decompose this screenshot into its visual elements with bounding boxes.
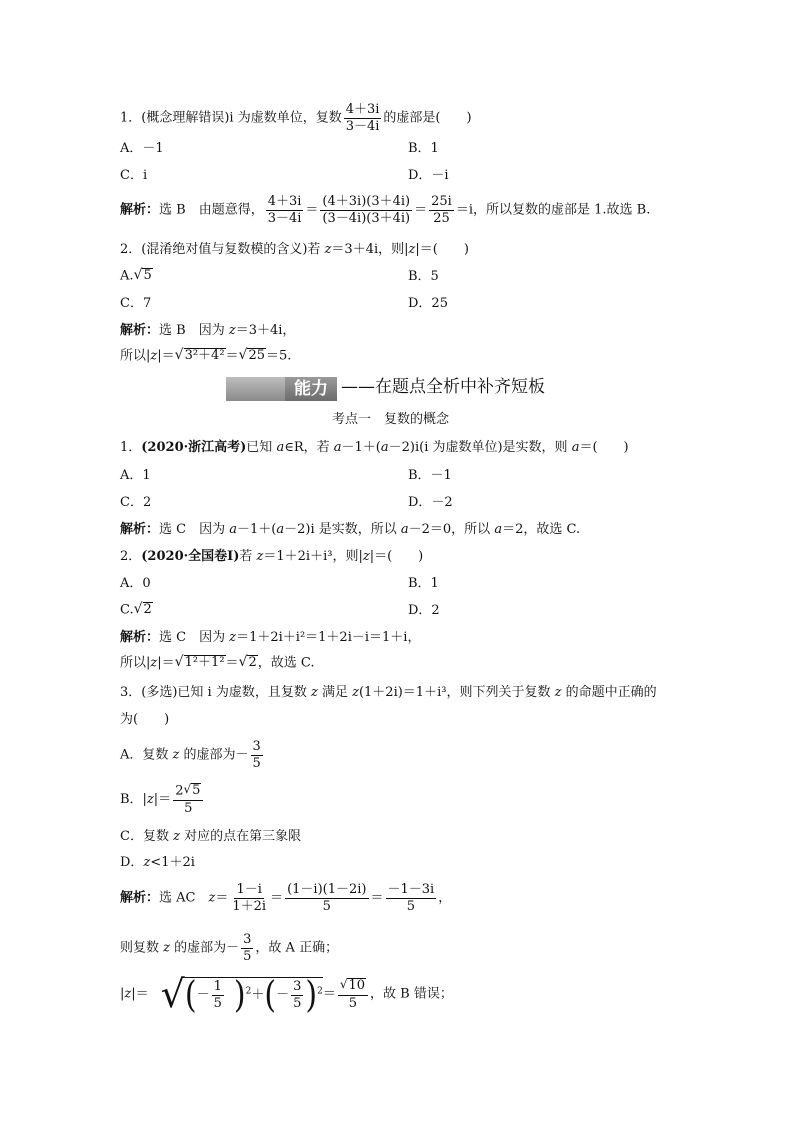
sqrt-expr xyxy=(134,602,153,618)
var-z: z xyxy=(143,855,151,870)
var-z: z xyxy=(124,986,132,1002)
equals-sign: ＝ xyxy=(414,202,428,218)
var-z: z xyxy=(163,940,170,956)
frac-num xyxy=(173,783,203,801)
frac-num: 1－i xyxy=(236,882,262,897)
radical-sign-icon: √ xyxy=(238,347,248,363)
sol-text: ＝1＋2i＋i²＝1＋2i－i＝1＋i， xyxy=(236,630,421,645)
q1-sol-frac-1 xyxy=(266,195,304,225)
var-z: z xyxy=(324,242,332,257)
frac-num: 4＋3i xyxy=(267,194,302,209)
var-z: z xyxy=(352,685,359,700)
q1-sol-prefix: 选 B 由题意得， xyxy=(159,202,264,218)
fraction xyxy=(251,740,263,770)
sol-text: ，故 A 正确； xyxy=(255,940,339,956)
coefficient: 2 xyxy=(175,783,184,799)
q1-solution xyxy=(120,195,650,225)
var-a: a xyxy=(400,522,409,537)
option-text: 的虚部为－ xyxy=(179,747,249,763)
sec-q1-option-a: A．1 xyxy=(120,468,151,483)
sol-text: |＝ xyxy=(157,348,175,364)
equals-sign: ＝ xyxy=(370,890,384,906)
stem-text: (1＋2i)＝1＋i³，则下列关于复数 xyxy=(358,685,555,700)
solution-label: 解析： xyxy=(120,630,160,645)
var-z: z xyxy=(362,549,370,564)
sec-q2-option-a: A．0 xyxy=(120,576,151,591)
solution-label: 解析： xyxy=(120,890,160,906)
frac-den: 1＋2i xyxy=(232,898,267,914)
frac-num: 25i xyxy=(431,194,452,209)
frac-den: 5 xyxy=(243,948,252,964)
sol-text: ，故 B 错误； xyxy=(370,986,453,1002)
sol-text: 选 B 因为 xyxy=(159,323,229,338)
sol-text: －2)i 是实数，所以 xyxy=(284,522,401,537)
var-a: a xyxy=(380,440,389,455)
q2-stem-suffix: |＝( ) xyxy=(415,242,469,257)
fraction xyxy=(241,933,253,963)
fraction xyxy=(386,883,437,913)
fraction xyxy=(173,783,203,816)
equals-sign: ＝ xyxy=(225,655,239,671)
radicand: 5 xyxy=(192,783,201,798)
q2-option-c: C．7 xyxy=(120,296,152,311)
q1-sol-suffix: ＝i，所以复数的虚部是 1.故选 B. xyxy=(455,202,651,218)
q2-option-a xyxy=(120,268,153,284)
radical-sign-icon: √ xyxy=(339,976,348,991)
q1-option-c: C．i xyxy=(120,168,148,183)
sol-text: －2＝0，所以 xyxy=(408,522,495,537)
sec-q3-option-a xyxy=(120,740,265,770)
sec-q3-solution-line-2 xyxy=(120,933,338,963)
radicand: 10 xyxy=(348,977,366,993)
q2-option-d: D．25 xyxy=(408,296,448,311)
fraction xyxy=(230,883,268,913)
equals-sign: ＝ xyxy=(270,890,284,906)
stem-text: 若 xyxy=(239,549,257,564)
equals-sign: ＝ xyxy=(322,986,336,1002)
frac-den: 3－4i xyxy=(267,210,302,226)
fraction xyxy=(291,980,303,1010)
solution-label: 解析： xyxy=(120,522,160,537)
sol-text: ＝2，故选 C. xyxy=(502,522,581,537)
section-banner-bar xyxy=(226,377,285,401)
stem-text: 满足 xyxy=(317,685,353,700)
sec-q2-option-d: D．2 xyxy=(408,603,440,618)
sec-question-1-stem xyxy=(120,441,629,454)
sol-text: 选 C 因为 xyxy=(159,522,230,537)
stem-text: 3．(多选)已知 i 为虚数，且复数 xyxy=(120,685,311,700)
option-text: C．复数 xyxy=(120,829,174,844)
sqrt-expr xyxy=(134,268,153,284)
radicand: 1²＋1² xyxy=(184,655,225,670)
stem-text: |＝( ) xyxy=(369,549,424,564)
frac-den: (3－4i)(3＋4i) xyxy=(322,210,411,226)
question-1-stem xyxy=(120,103,472,133)
var-z: z xyxy=(228,323,236,338)
sqrt-expr xyxy=(175,655,226,671)
equals-sign: ＝ xyxy=(215,890,229,906)
sol-text: 所以| xyxy=(120,348,151,364)
sec-q3-option-c xyxy=(120,830,301,843)
q1-sol-frac-2 xyxy=(320,195,412,225)
section-title: ——在题点全析中补齐短板 xyxy=(341,377,545,397)
sol-text: ， xyxy=(438,890,452,906)
sqrt-expr xyxy=(183,783,201,799)
sqrt-expr xyxy=(239,655,258,671)
section-subtitle: 考点一 复数的概念 xyxy=(332,412,450,427)
var-z: z xyxy=(173,829,180,844)
option-text: D． xyxy=(120,855,144,870)
radicand: 25 xyxy=(248,348,266,363)
option-label: A. xyxy=(120,268,134,284)
option-text: <1＋2i xyxy=(150,855,195,870)
q2-stem-text: 2．(混淆绝对值与复数模的含义)若 xyxy=(120,242,325,257)
sol-text: |＝ xyxy=(131,986,149,1002)
var-z: z xyxy=(256,549,264,564)
sol-text: 选 C 因为 xyxy=(159,630,230,645)
sol-text: | xyxy=(120,986,125,1002)
sol-text: ，故选 C. xyxy=(257,655,315,671)
sec-q2-option-c xyxy=(120,602,153,618)
radical-sign-icon: √ xyxy=(133,601,143,617)
var-z: z xyxy=(172,747,180,763)
sqrt-expr xyxy=(239,348,266,364)
section-badge: 能力 xyxy=(285,377,337,401)
sec-q3-solution-line-1 xyxy=(120,883,451,913)
radical-sign-icon: √ xyxy=(160,972,185,1016)
radicand: 2 xyxy=(248,655,257,670)
sol-text: |＝ xyxy=(157,655,175,671)
frac-num: 1 xyxy=(213,979,222,995)
fraction xyxy=(338,978,368,1011)
var-a: a xyxy=(276,440,285,455)
frac-den: 5 xyxy=(252,755,261,771)
q2-option-b: B．5 xyxy=(408,269,439,284)
plus-sign: ＋ xyxy=(251,988,265,1003)
sec-q1-solution xyxy=(120,523,580,536)
frac-num: (1－i)(1－2i) xyxy=(287,882,367,897)
q1-fraction xyxy=(344,103,382,133)
sec-q3-option-d xyxy=(120,856,195,869)
q1-frac-num: 4＋3i xyxy=(345,102,380,117)
stem-text: ＝1＋2i＋i³，则| xyxy=(263,549,363,564)
frac-den: 5 xyxy=(348,995,358,1011)
sec-q2-option-b: B．1 xyxy=(408,576,439,591)
sol-text: ＝3＋4i， xyxy=(235,323,296,338)
question-source: (2020·浙江高考) xyxy=(141,440,247,455)
frac-den: 5 xyxy=(293,996,302,1011)
radicand: 3²＋4² xyxy=(184,348,225,363)
question-number: 1． xyxy=(120,440,142,455)
var-z: z xyxy=(146,791,154,807)
sec-q1-option-d: D．－2 xyxy=(408,495,453,510)
frac-den: 5 xyxy=(184,800,193,816)
left-paren-icon: ( xyxy=(184,973,197,1016)
radicand: 2 xyxy=(143,602,152,617)
sec-question-3-stem-line-1 xyxy=(120,686,657,699)
large-radicand: (－ $\frac{1}{5}$ )$^2$＋(－ $\frac{3}{5}$ )$^2$ xyxy=(184,973,323,1016)
option-text: B．| xyxy=(120,791,147,807)
radical-sign-icon: √ xyxy=(183,782,192,796)
q1-frac-den: 3－4i xyxy=(345,118,380,134)
radical-sign-icon: √ xyxy=(174,347,184,363)
var-a: a xyxy=(333,440,342,455)
radical-sign-icon: √ xyxy=(133,267,143,283)
sol-text: ＝5. xyxy=(266,348,292,364)
radical-sign-icon: √ xyxy=(174,654,184,670)
frac-den: 5 xyxy=(322,898,331,914)
frac-num: 3 xyxy=(293,979,302,995)
frac-den: 5 xyxy=(406,898,415,914)
sec-question-2-stem xyxy=(120,550,423,563)
question-source: (2020·全国卷Ⅰ) xyxy=(141,549,240,564)
frac-num: 3 xyxy=(252,739,261,754)
var-z: z xyxy=(408,242,416,257)
question-number: 2． xyxy=(120,549,142,564)
var-a: a xyxy=(229,522,237,537)
var-z: z xyxy=(554,685,562,700)
sol-text: 则复数 xyxy=(120,940,164,956)
var-z: z xyxy=(208,890,216,906)
right-paren-icon: ) xyxy=(305,973,318,1016)
sec-q1-option-b: B．－1 xyxy=(408,468,452,483)
var-z: z xyxy=(150,655,158,671)
q1-stem-suffix: 的虚部是( ) xyxy=(383,110,472,126)
sol-text: 的虚部为－ xyxy=(170,940,240,956)
exponent: 2 xyxy=(245,986,252,997)
frac-num xyxy=(338,978,368,996)
sqrt-expr xyxy=(175,348,226,364)
radical-sign-icon: √ xyxy=(238,654,248,670)
var-z: z xyxy=(229,630,237,645)
sec-q2-solution-line-2 xyxy=(120,655,315,671)
question-2-stem xyxy=(120,243,469,256)
q2-stem-mid: ＝3＋4i，则| xyxy=(331,242,409,257)
stem-text: 已知 xyxy=(246,440,277,455)
frac-num: (4＋3i)(3＋4i) xyxy=(322,194,411,209)
frac-num: 3 xyxy=(243,932,252,947)
option-text: A．复数 xyxy=(120,747,173,763)
var-z: z xyxy=(150,348,158,364)
frac-num: －1－3i xyxy=(387,882,435,897)
left-paren-icon: ( xyxy=(264,973,277,1016)
fraction xyxy=(285,883,368,913)
exponent: 2 xyxy=(317,986,323,997)
option-text: 对应的点在第三象限 xyxy=(179,829,302,844)
sol-text: 选 AC xyxy=(159,890,209,906)
stem-text: ＝( ) xyxy=(579,440,629,455)
q1-sol-frac-3 xyxy=(429,195,454,225)
option-text: |＝ xyxy=(153,791,172,807)
stem-text: 的命题中正确的 xyxy=(561,685,657,700)
frac-den: 25 xyxy=(433,210,450,226)
sqrt-expr xyxy=(340,978,366,994)
q1-option-a: A．－1 xyxy=(120,141,164,156)
solution-label: 解析： xyxy=(120,202,160,218)
sol-text: 所以| xyxy=(120,655,151,671)
q1-option-d: D．－i xyxy=(408,168,449,183)
radicand: 5 xyxy=(143,268,152,283)
sec-q3-solution-line-3 xyxy=(120,972,453,1016)
q2-solution-line-1 xyxy=(120,324,295,337)
stem-text: －1＋( xyxy=(341,440,381,455)
q1-option-b: B．1 xyxy=(408,141,439,156)
sec-q3-option-b xyxy=(120,783,205,816)
sec-q2-solution-line-1 xyxy=(120,631,420,644)
equals-sign: ＝ xyxy=(305,202,319,218)
option-label: C. xyxy=(120,602,134,618)
q2-solution-line-2 xyxy=(120,348,291,364)
var-z: z xyxy=(310,685,318,700)
var-a: a xyxy=(571,440,580,455)
sol-text: －1＋( xyxy=(237,522,277,537)
sec-q1-option-c: C．2 xyxy=(120,495,152,510)
sec-question-3-stem-line-2: 为( ) xyxy=(120,712,170,727)
var-a: a xyxy=(494,522,503,537)
var-a: a xyxy=(276,522,285,537)
stem-text: －2)i(i 为虚数单位)是实数，则 xyxy=(388,440,572,455)
solution-label: 解析： xyxy=(120,323,160,338)
stem-text: ∈R，若 xyxy=(284,440,334,455)
equals-sign: ＝ xyxy=(225,348,239,364)
right-paren-icon: ) xyxy=(233,973,246,1016)
frac-den: 5 xyxy=(213,996,222,1011)
fraction xyxy=(212,980,224,1010)
q1-stem-text: 1．(概念理解错误)i 为虚数单位，复数 xyxy=(120,110,342,126)
